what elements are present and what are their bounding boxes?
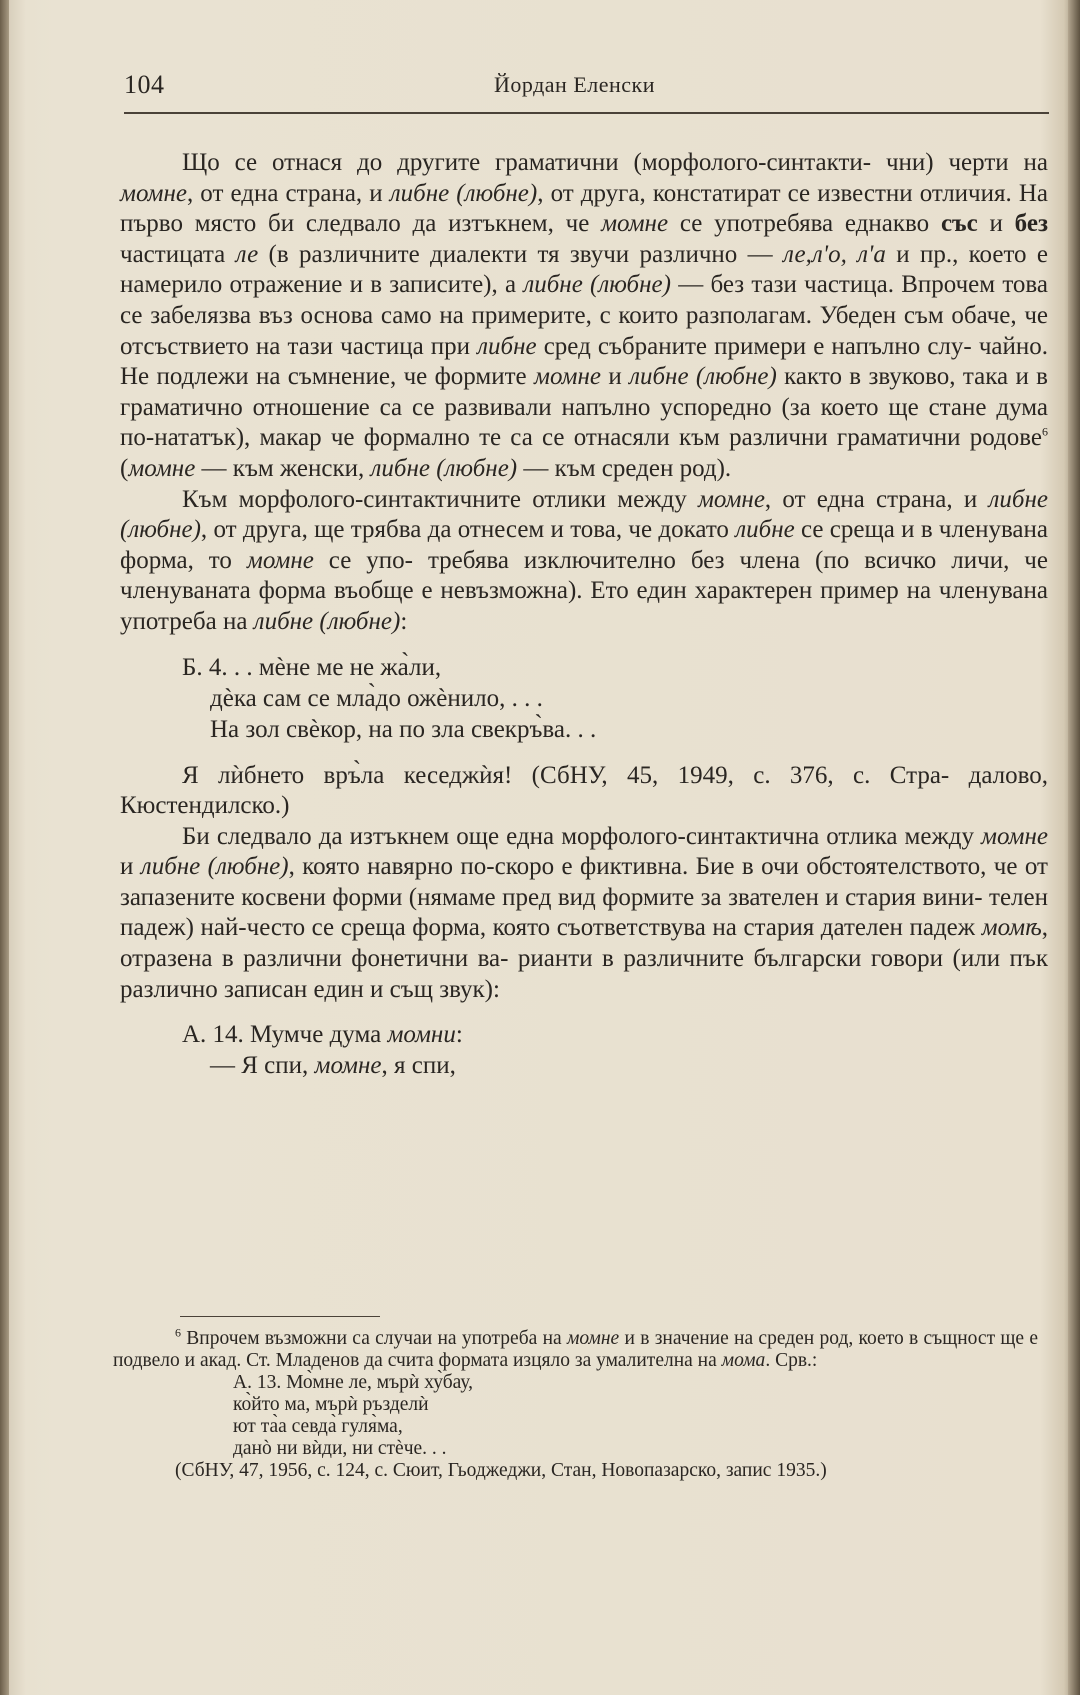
page-number: 104 xyxy=(124,70,165,99)
verse-example-b4: Б. 4. . . мѐне ме не жа̀ли, дѐка сам се мла̀до ожѐнило, . . . На зол свѐкор, на по зла свекръ̀ва. . . xyxy=(182,653,597,743)
paragraph-3: Я лѝбнето връ̀ла кеседжѝя! (СбНУ, 45, 1949, с. 376, с. Стра- далово, Кюстендилско.) xyxy=(120,761,1048,820)
paragraph-1: Що се отнася до другите граматични (морфолого-синтакти- чни) черти на момне, от една страна, и либне (любне), от друга, констатират се известни отличия. На първо място би следвало да изтъкнем, че момне се употребява еднакво със и без частицата ле (в различните диалекти тя звучи различно — ле,л'о, л'а и пр., което е намерило отражение и в записите), а либне (любне) — без тази частица. Впрочем това се забелязва въз основа само на примерите, с които разполагам. Убеден съм обаче, че отсъствието на тази частица при либне сред събраните примери е напълно слу- чайно. Не подлежи на съмнение, че формите момне и либне (любне) както в звуково, така и в граматично отношение са се развивали напълно успоредно (за което ще стане дума по-нататък), макар че формално те са се отнасяли към различни граматични родове$^6$ (момне — към женски, либне (любне) — към среден род). xyxy=(120,149,1049,482)
footnote-6: $^6$ Впрочем възможни са случаи на употреба на момне и в значение на среден род, което в същност ще е подвело и акад. Ст. Младенов да счита формата изцяло за умалителна на мома. Срв.: xyxy=(113,1325,1039,1371)
footnotes xyxy=(113,1325,1039,1482)
verse-example-a14: А. 14. Мумче дума момни: — Я спи, момне, я спи, xyxy=(182,1021,463,1080)
running-title: Йордан Еленски xyxy=(494,72,656,97)
paragraph-4: Би следвало да изтъкнем още една морфолого-синтактична отлика между момне и либне (любне), която навярно по-скоро е фиктивна. Бие в очи обстоятелството, че от запазените косвени форми (нямаме пред вид формите за звателен и стария вини- телен падеж) най-често се среща форма, която съответствува на стария дателен падеж момѣ, отразена в различни фонетични ва- рианти в различните български говори (или пък различно записан един и същ звук): xyxy=(120,822,1048,1003)
footnote-verse: А. 13. Мо̀мне ле, мърѝ ху̀бау, ко̀йто ма, мърѝ ръзделѝ ют та̀а севда̀ гуля̀ма, данò ни вѝди, ни стѐче. . . xyxy=(233,1372,473,1459)
footnote-ref-6[interactable]: 6 xyxy=(1042,425,1048,440)
main-text xyxy=(120,148,1048,1097)
running-header xyxy=(124,70,1049,102)
footnote-rule xyxy=(180,1316,380,1317)
page-edge-shadow xyxy=(1068,0,1080,1695)
header-rule xyxy=(124,112,1049,114)
book-spine-shadow xyxy=(0,0,9,1695)
footnote-source: (СбНУ, 47, 1956, с. 124, с. Сюит, Гьоджеджи, Стан, Новопазарско, запис 1935.) xyxy=(175,1460,827,1481)
paragraph-2: Към морфолого-синтактичните отлики между момне, от една страна, и либне (любне), от друга, ще трябва да отнесем и това, че докато либне се среща и в членувана форма, то момне се упо- требява изключително без члена (по всичко личи, че членуваната форма въобще е невъзможна). Ето един характерен пример на членувана употреба на либне (любне): xyxy=(120,485,1048,635)
